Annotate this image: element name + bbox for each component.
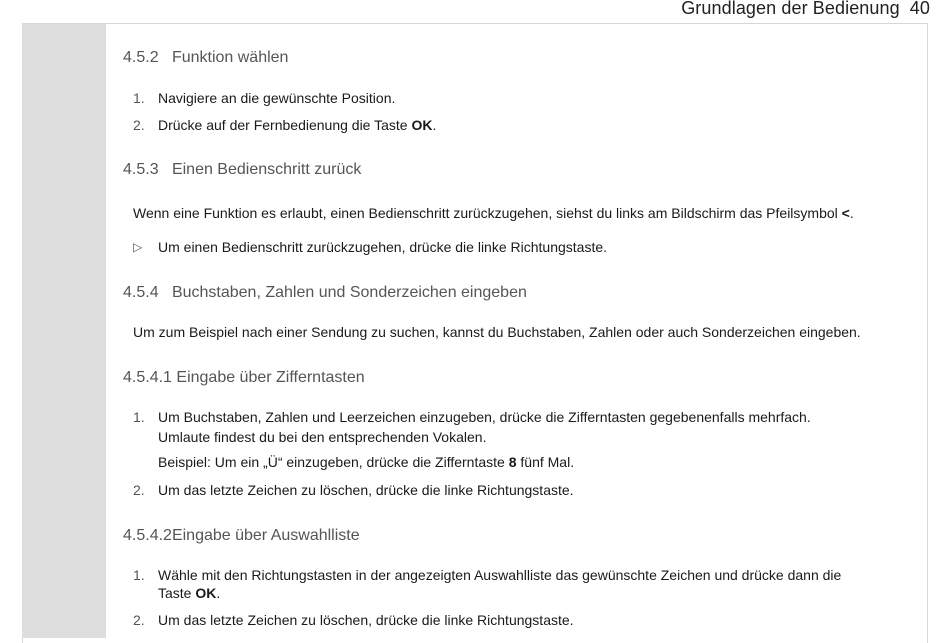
heading-title: Eingabe über Auswahlliste bbox=[171, 527, 360, 544]
list-number: 2. bbox=[133, 612, 145, 628]
text-run: . bbox=[849, 205, 854, 221]
paragraph bbox=[133, 203, 854, 223]
list-item: Navigiere an die gewünschte Position. bbox=[158, 90, 396, 106]
text-run: Drücke auf der Fernbedienung die Taste bbox=[158, 117, 412, 133]
heading-4-5-2 bbox=[123, 49, 288, 67]
list-item-line: Umlaute findest du bei den entsprechenden Vokalen. bbox=[158, 429, 487, 445]
left-sidebar-band bbox=[22, 24, 106, 638]
list-number: 1. bbox=[133, 90, 145, 106]
example-line bbox=[158, 452, 574, 472]
text-run: Wenn eine Funktion es erlaubt, einen Bedienschritt zurückzugehen, siehst du links am Bildschirm das Pfeilsymbol bbox=[133, 205, 842, 221]
action-step: Um einen Bedienschritt zurückzugehen, drücke die linke Richtungstaste. bbox=[158, 239, 608, 255]
list-item bbox=[158, 115, 436, 135]
heading-title: Eingabe über Zifferntasten bbox=[176, 369, 365, 386]
heading-number: 4.5.2 bbox=[123, 49, 159, 66]
text-run: fünf Mal. bbox=[516, 454, 575, 470]
paragraph: Um zum Beispiel nach einer Sendung zu suchen, kannst du Buchstaben, Zahlen oder auch Sonderzeichen eingeben. bbox=[133, 324, 861, 340]
heading-4-5-4-1 bbox=[123, 369, 365, 387]
list-item: Um das letzte Zeichen zu löschen, drücke die linke Richtungstaste. bbox=[158, 482, 574, 498]
heading-number: 4.5.3 bbox=[123, 161, 159, 178]
key-8: 8 bbox=[508, 454, 517, 470]
heading-4-5-4-2 bbox=[123, 527, 360, 545]
list-number: 2. bbox=[133, 482, 145, 498]
list-item-line: Um Buchstaben, Zahlen und Leerzeichen einzugeben, drücke die Zifferntasten gegebenenfalls mehrfach. bbox=[158, 409, 811, 425]
key-ok: OK bbox=[195, 585, 217, 601]
text-run: . bbox=[432, 117, 437, 133]
heading-number: 4.5.4.2 bbox=[123, 527, 172, 544]
heading-4-5-4 bbox=[123, 284, 527, 302]
list-item: Um das letzte Zeichen zu löschen, drücke die linke Richtungstaste. bbox=[158, 612, 574, 628]
page-number: 40 bbox=[909, 0, 930, 18]
text-run: Beispiel: Um ein „Ü“ einzugeben, drücke die Zifferntaste bbox=[158, 454, 509, 470]
heading-number: 4.5.4.1 bbox=[123, 369, 172, 386]
list-item-line bbox=[158, 583, 220, 603]
heading-title: Funktion wählen bbox=[171, 49, 289, 66]
heading-4-5-3 bbox=[123, 161, 361, 179]
header-title: Grundlagen der Bedienung bbox=[681, 0, 900, 18]
list-item-line: Wähle mit den Richtungstasten in der angezeigten Auswahlliste das gewünschte Zeichen und drücke dann die bbox=[158, 567, 842, 583]
heading-title: Buchstaben, Zahlen und Sonderzeichen eingeben bbox=[171, 284, 527, 301]
heading-title: Einen Bedienschritt zurück bbox=[171, 161, 362, 178]
list-number: 1. bbox=[133, 567, 145, 583]
text-run: Taste bbox=[158, 585, 196, 601]
list-number: 2. bbox=[133, 117, 145, 133]
arrow-symbol: < bbox=[841, 205, 850, 221]
page-header bbox=[681, 0, 930, 20]
list-number: 1. bbox=[133, 409, 145, 425]
heading-number: 4.5.4 bbox=[123, 284, 159, 301]
action-arrow-icon: ▷ bbox=[133, 240, 143, 254]
text-run: . bbox=[216, 585, 221, 601]
key-ok: OK bbox=[411, 117, 433, 133]
